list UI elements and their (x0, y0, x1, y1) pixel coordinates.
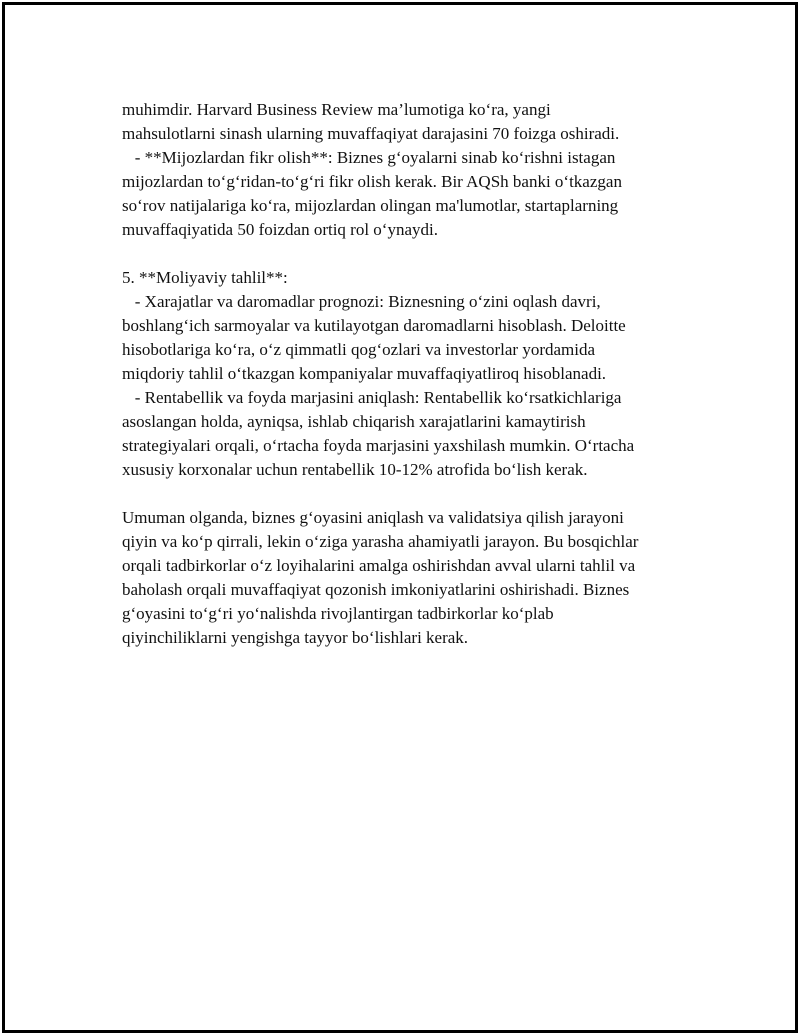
paragraph-gap (122, 242, 692, 266)
text-line: asoslangan holda, ayniqsa, ishlab chiqarish xarajatlarini kamaytirish (122, 412, 586, 431)
conclusion-line: Umuman olganda, biznes g‘oyasini aniqlash va validatsiya qilish jarayoni (122, 508, 624, 527)
list-item-line: - Rentabellik va foyda marjasini aniqlash: Rentabellik ko‘rsatkichlariga (122, 388, 622, 407)
text-line: hisobotlariga ko‘ra, o‘z qimmatli qog‘ozlari va investorlar yordamida (122, 340, 596, 359)
conclusion-line: baholash orqali muvaffaqiyat qozonish imkoniyatlarini oshirishadi. Biznes (122, 580, 630, 599)
conclusion-line: g‘oyasini to‘g‘ri yo‘nalishda rivojlantirgan tadbirkorlar ko‘plab (122, 604, 554, 623)
paragraph-gap (122, 482, 692, 506)
conclusion-line: orqali tadbirkorlar o‘z loyihalarini amalga oshirishdan avval ularni tahlil va (122, 556, 636, 575)
text-line: boshlang‘ich sarmoyalar va kutilayotgan daromadlarni hisoblash. Deloitte (122, 316, 626, 335)
document-body (122, 98, 692, 650)
conclusion-line: qiyin va ko‘p qirrali, lekin o‘ziga yarasha ahamiyatli jarayon. Bu bosqichlar (122, 532, 639, 551)
text-line: mijozlardan to‘g‘ridan-to‘g‘ri fikr olish kerak. Bir AQSh banki o‘tkazgan (122, 172, 622, 191)
text-line: so‘rov natijalariga ko‘ra, mijozlardan olingan ma'lumotlar, startaplarning (122, 196, 619, 215)
text-line: muhimdir. Harvard Business Review ma’lumotiga ko‘ra, yangi (122, 100, 551, 119)
text-line: strategiyalari orqali, o‘rtacha foyda marjasini yaxshilash mumkin. O‘rtacha (122, 436, 635, 455)
text-line: muvaffaqiyatida 50 foizdan ortiq rol o‘ynaydi. (122, 220, 438, 239)
text-line: miqdoriy tahlil o‘tkazgan kompaniyalar muvaffaqiyatliroq hisoblanadi. (122, 364, 607, 383)
list-item-line: - Xarajatlar va daromadlar prognozi: Biznesning o‘zini oqlash davri, (122, 292, 601, 311)
text-line: xususiy korxonalar uchun rentabellik 10-12% atrofida bo‘lish kerak. (122, 460, 588, 479)
text-line: mahsulotlarni sinash ularning muvaffaqiyat darajasini 70 foizga oshiradi. (122, 124, 620, 143)
conclusion-line: qiyinchiliklarni yengishga tayyor bo‘lishlari kerak. (122, 628, 469, 647)
list-item-line: - **Mijozlardan fikr olish**: Biznes g‘oyalarni sinab ko‘rishni istagan (122, 148, 616, 167)
section-heading: 5. **Moliyaviy tahlil**: (122, 268, 288, 287)
page-frame (2, 2, 798, 1033)
